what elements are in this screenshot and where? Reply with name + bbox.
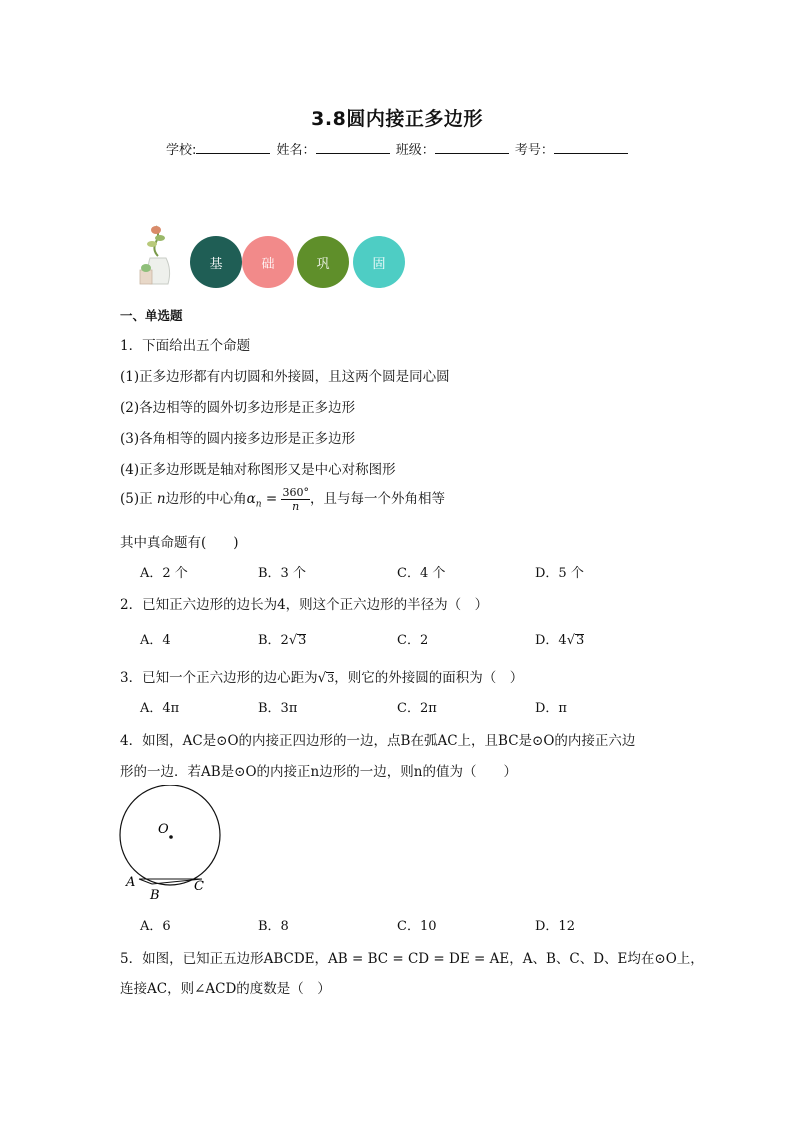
banner-circle-3: 巩 (297, 236, 349, 288)
q4-label-a: A (126, 875, 136, 890)
id-label: 考号： (514, 143, 554, 158)
school-blank (196, 141, 270, 154)
name-blank (316, 141, 390, 154)
q1-p5-n: n (156, 491, 166, 507)
q4-label-c: C (194, 879, 204, 894)
q2-option-b: B．2√3 (258, 633, 307, 648)
q2-stem: 2．已知正六边形的边长为4，则这个正六边形的半径为（ ） (120, 597, 489, 613)
q1-p5-fraction (281, 486, 310, 513)
q1-option-d: D．5 个 (535, 566, 584, 581)
q1-option-c: C．4 个 (397, 566, 446, 581)
q2-option-d-radicand: 3 (576, 633, 585, 648)
q3-stem-radicand: 3 (327, 672, 335, 685)
page-title: 3.8圆内接正多边形 (311, 108, 483, 130)
q4-label-o: O (158, 822, 169, 837)
q4-line-2: 形的一边．若AB是⊙O的内接正n边形的一边，则n的值为（ ） (120, 764, 517, 780)
q3-stem-b: ，则它的外接圆的面积为（ ） (334, 670, 524, 686)
q1-proposition-2: (2)各边相等的圆外切多边形是正多边形 (120, 400, 356, 416)
q1-p5-text: 边形的中心角 (165, 491, 247, 507)
q3-stem-a: 3．已知一个正六边形的边心距为 (120, 670, 318, 686)
q1-p5-alpha: α (246, 491, 256, 507)
q5-line-2: 连接AC，则∠ACD的度数是（ ） (120, 981, 331, 997)
q1-proposition-4: (4)正多边形既是轴对称图形又是中心对称图形 (120, 462, 396, 478)
q5-line-1: 5．如图，已知正五边形ABCDE，AB = BC = CD = DE = AE，A、B、C、D、E均在⊙O上， (120, 951, 704, 967)
q1-proposition-3: (3)各角相等的圆内接多边形是正多边形 (120, 431, 356, 447)
q1-stem: 1．下面给出五个命题 (120, 338, 251, 354)
q4-label-b: B (150, 888, 160, 903)
q1-p5-eq: = (265, 491, 278, 507)
q4-option-d: D．12 (535, 919, 575, 934)
q1-p5-sub: n (255, 499, 262, 510)
q1-p5-den: n (292, 500, 300, 513)
banner-circle-1: 基 (190, 236, 242, 288)
q4-circle (120, 785, 220, 885)
name-label: 姓名： (276, 143, 316, 158)
q4-option-b: B．8 (258, 919, 289, 934)
id-blank (554, 141, 628, 154)
school-label: 学校: (166, 143, 197, 158)
q1-p5-prefix: (5)正 (120, 491, 153, 507)
q2-option-b-radicand: 3 (298, 633, 307, 648)
q4-option-a: A．6 (140, 919, 171, 934)
vase-plant-illustration (136, 222, 180, 288)
class-blank (435, 141, 509, 154)
q1-option-b: B．3 个 (258, 566, 306, 581)
q3-option-c: C．2π (397, 701, 437, 716)
q4-center-point (169, 835, 173, 839)
q4-circle-figure (112, 785, 232, 905)
q3-option-a: A．4π (140, 701, 180, 716)
q1-p5-num: 360° (282, 486, 309, 499)
q2-option-a: A．4 (140, 633, 171, 648)
q4-option-c: C．10 (397, 919, 437, 934)
q2-option-b-prefix: B．2 (258, 633, 289, 648)
q1-ask: 其中真命题有( ) (120, 535, 239, 551)
q1-proposition-1: (1)正多边形都有内切圆和外接圆，且这两个圆是同心圆 (120, 369, 450, 385)
q3-option-b: B．3π (258, 701, 298, 716)
q2-option-d-prefix: D．4 (535, 633, 567, 648)
q1-p5-suffix: ，且与每一个外角相等 (309, 491, 445, 507)
q1-proposition-5 (120, 486, 445, 513)
class-label: 班级： (395, 143, 435, 158)
q3-option-d: D．π (535, 701, 567, 716)
banner-circle-2: 础 (242, 236, 294, 288)
q3-stem: 3．已知一个正六边形的边心距为√3，则它的外接圆的面积为（ ） (120, 670, 524, 686)
section-title: 一、单选题 (120, 308, 183, 323)
banner-circle-4: 固 (353, 236, 405, 288)
q4-line-1: 4．如图，AC是⊙O的内接正四边形的一边，点B在弧AC上，且BC是⊙O的内接正六边 (120, 733, 636, 749)
q2-option-c: C．2 (397, 633, 429, 648)
student-info-line (166, 139, 630, 158)
q1-option-a: A．2 个 (140, 566, 188, 581)
q2-option-d: D．4√3 (535, 633, 585, 648)
